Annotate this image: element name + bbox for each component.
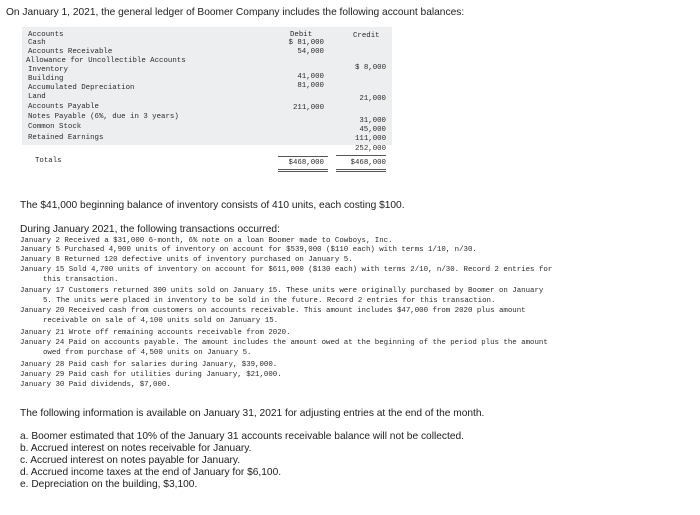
- account-name: Land: [28, 93, 46, 101]
- transaction-line: January 2 Received a $31,000 6-month, 6% note on a loan Boomer made to Cowboys, Inc.: [20, 237, 393, 245]
- header-credit: Credit: [353, 32, 380, 40]
- transaction-line: January 21 Wrote off remaining accounts receivable from 2020.: [20, 329, 291, 337]
- transaction-continuation: owed from purchase of 4,500 units on January 5.: [43, 349, 252, 357]
- transaction-line: January 30 Paid dividends, $7,000.: [20, 381, 171, 389]
- account-name: Accounts Payable: [28, 103, 99, 111]
- debit-double-underline: [278, 169, 328, 170]
- intro-text: On January 1, 2021, the general ledger of Boomer Company includes the following account balances:: [6, 7, 465, 18]
- transaction-line: January 28 Paid cash for salaries during January, $39,000.: [20, 361, 278, 369]
- transaction-line: January 20 Received cash from customers on accounts receivable. This amount includes $47,000 from 2020 plus amount: [20, 307, 526, 315]
- credit-value: 252,000: [354, 145, 386, 153]
- debit-double-underline: [278, 171, 328, 172]
- adjustment-item: b. Accrued interest on notes receivable for January.: [20, 443, 252, 454]
- credit-value: 111,000: [354, 135, 386, 143]
- credit-underline: [336, 155, 386, 156]
- account-name: Building: [28, 75, 64, 83]
- header-accounts: Accounts: [28, 31, 64, 39]
- account-name: Notes Payable (6%, due in 3 years): [28, 113, 179, 121]
- credit-value: 21,000: [359, 95, 386, 103]
- transaction-continuation: 5. The units were placed in inventory to be sold in the future. Record 2 entries for this transaction.: [43, 297, 496, 305]
- account-balances-table: [22, 27, 392, 175]
- account-name: Accumulated Depreciation: [28, 84, 135, 92]
- adjustment-item: e. Depreciation on the building, $3,100.: [20, 479, 198, 490]
- credit-value: $ 8,000: [354, 64, 386, 72]
- credit-double-underline: [336, 169, 386, 170]
- credit-value: 31,000: [359, 117, 386, 125]
- account-name: Inventory: [28, 66, 68, 74]
- debit-value: 211,000: [292, 104, 324, 112]
- beginning-inventory-text: The $41,000 beginning balance of inventory consists of 410 units, each costing $100.: [20, 200, 405, 211]
- account-name: Accounts Receivable: [28, 48, 113, 56]
- debit-underline: [278, 156, 328, 157]
- transaction-line: January 17 Customers returned 300 units sold on January 15. These units were originally purchased by Boomer on January: [20, 287, 544, 295]
- transaction-continuation: receivable on sale of 4,100 units sold on January 15.: [43, 317, 279, 325]
- total-debit: $468,000: [288, 159, 324, 167]
- debit-value: 81,000: [297, 82, 324, 90]
- account-name: Common Stock: [28, 123, 82, 131]
- credit-value: 45,000: [359, 126, 386, 134]
- credit-double-underline: [336, 171, 386, 172]
- debit-value: $ 81,000: [288, 39, 324, 47]
- transaction-line: January 5 Purchased 4,900 units of inventory on account for $539,000 ($110 each) with terms 1/10, n/30.: [20, 246, 477, 254]
- adjustments-heading: The following information is available on January 31, 2021 for adjusting entries at the end of the month.: [20, 408, 485, 419]
- adjustment-item: c. Accrued interest on notes payable for January.: [20, 455, 241, 466]
- debit-value: 54,000: [297, 48, 324, 56]
- account-name: Retained Earnings: [28, 134, 104, 142]
- transaction-line: January 24 Paid on accounts payable. The amount includes the amount owed at the beginning of the period plus the amount: [20, 339, 548, 347]
- adjustment-item: a. Boomer estimated that 10% of the January 31 accounts receivable balance will not be collected.: [20, 431, 464, 442]
- transaction-continuation: this transaction.: [43, 276, 119, 284]
- total-credit: $468,000: [350, 159, 386, 167]
- debit-value: 41,000: [297, 73, 324, 81]
- transaction-line: January 8 Returned 120 defective units of inventory purchased on January 5.: [20, 256, 353, 264]
- transactions-heading: During January 2021, the following transactions occurred:: [20, 224, 280, 235]
- totals-label: Totals: [35, 157, 62, 165]
- account-name: Cash: [28, 39, 46, 47]
- adjustment-item: d. Accrued income taxes at the end of January for $6,100.: [20, 467, 282, 478]
- transaction-line: January 29 Paid cash for utilities during January, $21,000.: [20, 371, 282, 379]
- account-name: Allowance for Uncollectible Accounts: [26, 57, 186, 65]
- header-debit: Debit: [290, 31, 313, 39]
- transaction-line: January 15 Sold 4,700 units of inventory on account for $611,000 ($130 each) with terms 2/10, n/30. Record 2 entries for: [20, 266, 553, 274]
